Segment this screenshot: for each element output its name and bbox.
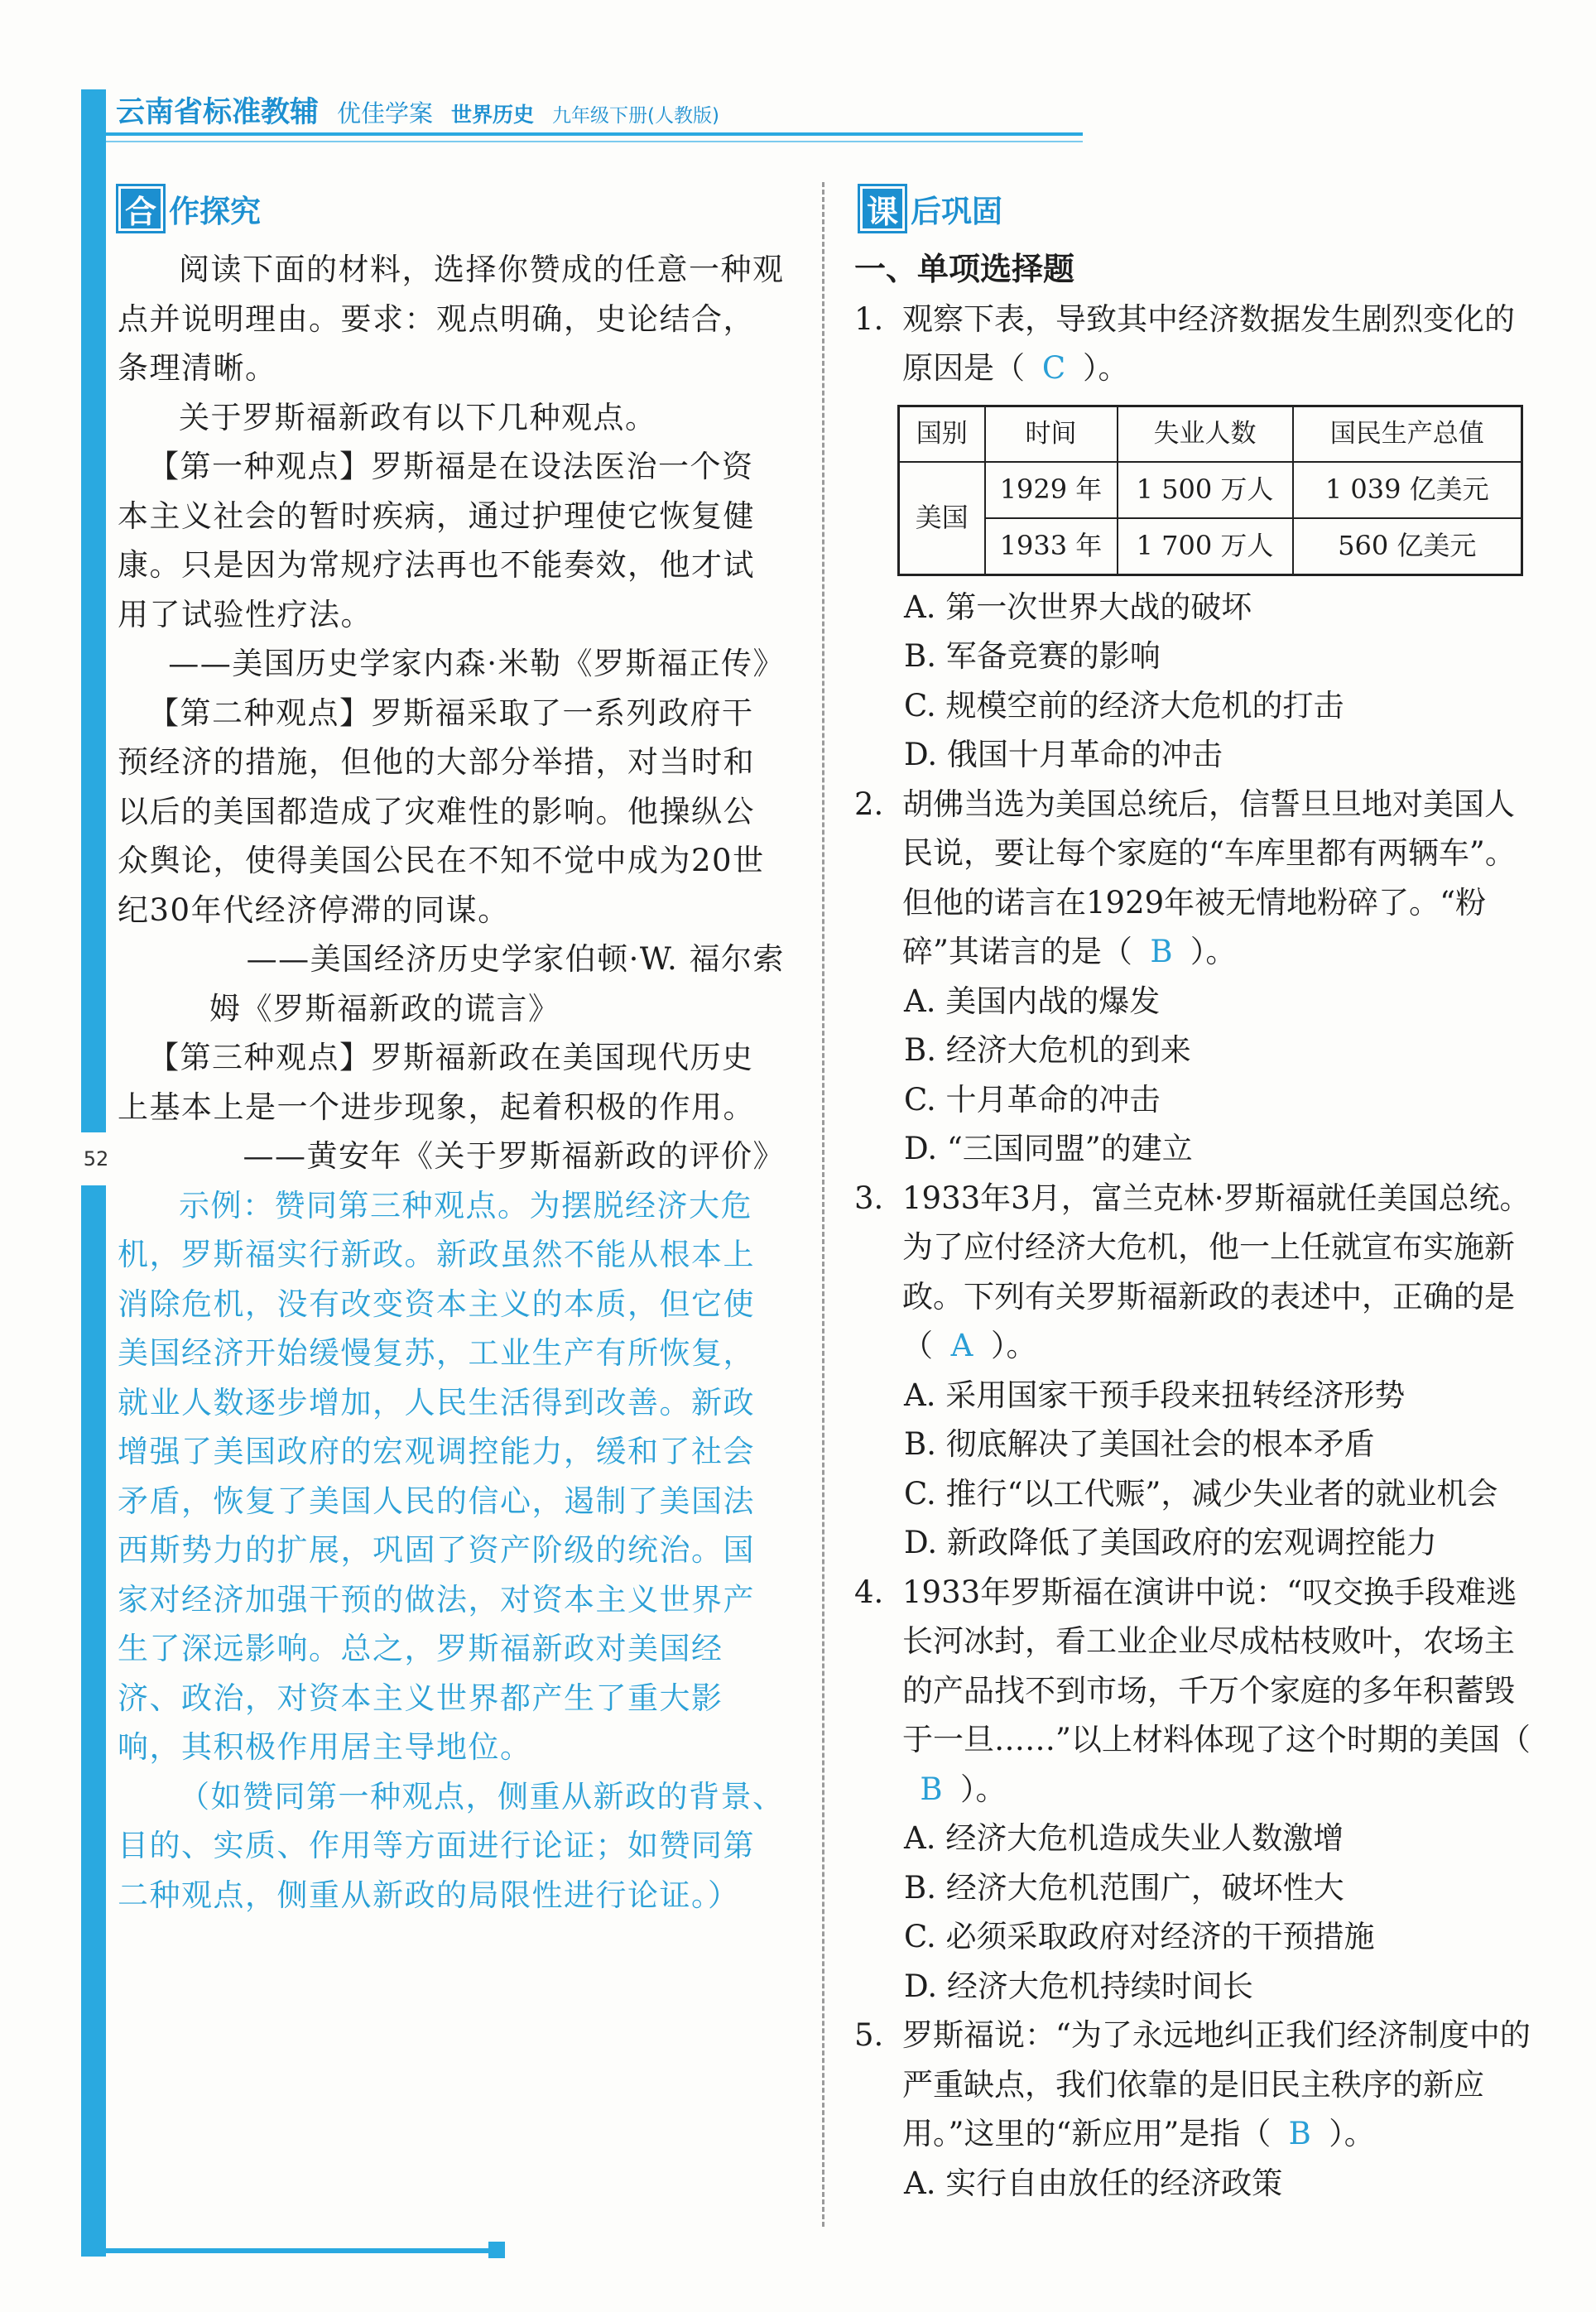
table-header-cell: 失业人数 bbox=[1118, 406, 1293, 462]
question-stem-end: ）。 bbox=[991, 1328, 1037, 1363]
table-cell: 1 700 万人 bbox=[1118, 518, 1293, 574]
answer-letter: A bbox=[950, 1328, 973, 1363]
question-number: 4. bbox=[854, 1574, 884, 1610]
views-lead: 关于罗斯福新政有以下几种观点。 bbox=[179, 399, 657, 435]
option: C. 推行“以工代赈”，减少失业者的就业机会 bbox=[904, 1475, 1498, 1512]
question-5 bbox=[854, 2011, 1533, 2159]
task-instructions: 阅读下面的材料，选择你赞成的任意一种观点并说明理由。要求：观点明确，史论结合，条理清晰。 bbox=[118, 252, 785, 386]
question-stem: 胡佛当选为美国总统后，信誓旦旦地对美国人民说，要让每个家庭的“车库里都有两辆车”。但他的诺言在1929年被无情地粉碎了。“粉碎”其诺言的是（ bbox=[902, 786, 1516, 969]
question-3 bbox=[854, 1174, 1533, 1371]
question-1 bbox=[854, 295, 1533, 393]
unemployment-gnp-table bbox=[897, 405, 1523, 576]
answer-letter: C bbox=[1041, 350, 1066, 386]
view-three-source: ——黄安年《关于罗斯福新政的评价》 bbox=[243, 1138, 785, 1174]
option: D. 新政降低了美国政府的宏观调控能力 bbox=[904, 1525, 1437, 1560]
option: B. 经济大危机范围广，破坏性大 bbox=[904, 1869, 1344, 1906]
header-grade: 九年级下册(人教版) bbox=[552, 105, 719, 127]
section-heading-review bbox=[858, 182, 1002, 235]
left-column bbox=[118, 245, 785, 1920]
header-rule-thin bbox=[106, 141, 1083, 142]
question-number: 3. bbox=[854, 1180, 884, 1216]
table-cell: 1929 年 bbox=[985, 462, 1118, 518]
question-stem-end: ）。 bbox=[960, 1771, 1007, 1807]
table-cell: 1 500 万人 bbox=[1118, 462, 1293, 518]
question-stem-end: ）。 bbox=[1329, 2116, 1375, 2151]
section-heading-char: 合 bbox=[121, 189, 161, 228]
answer-letter: B bbox=[1150, 934, 1173, 969]
table-cell: 560 亿美元 bbox=[1293, 518, 1522, 574]
bottom-corner-square bbox=[488, 2242, 505, 2258]
option: D. “三国同盟”的建立 bbox=[904, 1131, 1193, 1166]
bottom-margin-bar bbox=[81, 2248, 499, 2253]
option: C. 必须采取政府对经济的干预措施 bbox=[904, 1919, 1375, 1954]
option: C. 十月革命的冲击 bbox=[904, 1081, 1161, 1118]
view-one-source: ——美国历史学家内森·米勒《罗斯福正传》 bbox=[168, 646, 785, 681]
question-number: 5. bbox=[854, 2017, 884, 2053]
table-cell: 1 039 亿美元 bbox=[1293, 462, 1522, 518]
question-stem: 观察下表，导致其中经济数据发生剧烈变化的原因是（ bbox=[902, 300, 1515, 386]
answer-note: （如赞同第一种观点，侧重从新政的背景、目的、实质、作用等方面进行论证；如赞同第二种观点，侧重从新政的局限性进行论证。） bbox=[118, 1778, 785, 1913]
question-stem-end: ）。 bbox=[1083, 350, 1129, 386]
header-brand: 云南省标准教辅 bbox=[116, 96, 320, 129]
view-three: 【第三种观点】罗斯福新政在美国现代历史上基本上是一个进步现象，起着积极的作用。 bbox=[118, 1040, 755, 1125]
header-rule bbox=[106, 132, 1083, 136]
option: A. 实行自由放任的经济政策 bbox=[904, 2165, 1283, 2201]
section-heading-text: 作探究 bbox=[169, 194, 261, 229]
question-number: 2. bbox=[854, 786, 884, 822]
question-stem: 1933年3月，富兰克林·罗斯福就任美国总统。为了应付经济大危机，他一上任就宣布实施新政。下列有关罗斯福新政的表述中，正确的是（ bbox=[902, 1180, 1531, 1363]
page-number: 52 bbox=[83, 1147, 109, 1170]
question-number: 1. bbox=[854, 300, 884, 337]
left-margin-bar-upper bbox=[81, 124, 106, 1132]
option: D. 经济大危机持续时间长 bbox=[904, 1968, 1253, 2004]
table-cell-country: 美国 bbox=[899, 462, 985, 574]
table-header-cell: 国民生产总值 bbox=[1293, 406, 1522, 462]
question-4 bbox=[854, 1568, 1533, 1815]
option: C. 规模空前的经济大危机的打击 bbox=[904, 687, 1344, 723]
question-2 bbox=[854, 780, 1533, 977]
running-header bbox=[116, 89, 719, 132]
answer-letter: B bbox=[920, 1771, 943, 1807]
left-margin-bar-lower bbox=[81, 1185, 106, 2257]
view-two: 【第二种观点】罗斯福采取了一系列政府干预经济的措施，但他的大部分举措，对当时和以后的美国都造成了灾难性的影响。他操纵公众舆论，使得美国公民在不知不觉中成为20世纪30年代经济停滞的同谋。 bbox=[118, 695, 765, 928]
section-heading-text: 后巩固 bbox=[911, 194, 1002, 229]
right-column bbox=[854, 245, 1533, 2208]
view-two-source-cont: 姆《罗斯福新政的谎言》 bbox=[209, 990, 560, 1026]
option: A. 美国内战的爆发 bbox=[904, 983, 1161, 1019]
question-stem: 罗斯福说：“为了永远地纠正我们经济制度中的严重缺点，我们依靠的是旧民主秩序的新应用。”这里的“新应用”是指（ bbox=[902, 2017, 1531, 2151]
question-stem-end: ）。 bbox=[1190, 934, 1237, 969]
table-row bbox=[899, 462, 1522, 518]
table-header-cell: 时间 bbox=[985, 406, 1118, 462]
table-header-cell: 国别 bbox=[899, 406, 985, 462]
sample-answer: 示例：赞同第三种观点。为摆脱经济大危机，罗斯福实行新政。新政虽然不能从根本上消除危机，没有改变资本主义的本质，但它使美国经济开始缓慢复苏，工业生产有所恢复，就业人数逐步增加，人民生活得到改善。新政增强了美国政府的宏观调控能力，缓和了社会矛盾，恢复了美国人民的信心，遏制了美国法西斯势力的扩展，巩固了资产阶级的统治。国家对经济加强干预的做法，对资本主义世界产生了深远影响。总之，罗斯福新政对美国经济、政治，对资本主义世界都产生了重大影响，其积极作用居主导地位。 bbox=[118, 1187, 755, 1765]
option: B. 彻底解决了美国社会的根本矛盾 bbox=[904, 1426, 1375, 1462]
table-row bbox=[899, 518, 1522, 574]
section-heading-cooperation bbox=[116, 182, 261, 235]
option: A. 第一次世界大战的破坏 bbox=[904, 589, 1252, 625]
view-one: 【第一种观点】罗斯福是在设法医治一个资本主义社会的暂时疾病，通过护理使它恢复健康。只是因为常规疗法再也不能奏效，他才试用了试验性疗法。 bbox=[118, 449, 755, 632]
part-title: 一、单项选择题 bbox=[854, 251, 1075, 287]
view-two-source: ——美国经济历史学家伯顿·W. 福尔索 bbox=[246, 941, 785, 977]
section-heading-box bbox=[858, 184, 907, 233]
option: B. 军备竞赛的影响 bbox=[904, 638, 1161, 674]
option: D. 俄国十月革命的冲击 bbox=[904, 737, 1223, 772]
question-stem: 1933年罗斯福在演讲中说：“叹交换手段难逃长河冰封，看工业企业尽成枯枝败叶，农场主的产品找不到市场，千万个家庭的多年积蓄毁于一旦……”以上材料体现了这个时期的美国（ bbox=[902, 1574, 1531, 1757]
option: A. 采用国家干预手段来扭转经济形势 bbox=[904, 1377, 1406, 1413]
table-header-row bbox=[899, 406, 1522, 462]
option: B. 经济大危机的到来 bbox=[904, 1032, 1191, 1068]
column-divider bbox=[822, 182, 824, 2227]
option: A. 经济大危机造成失业人数激增 bbox=[904, 1820, 1344, 1856]
section-heading-char: 课 bbox=[863, 189, 902, 228]
section-heading-box bbox=[116, 184, 166, 233]
answer-letter: B bbox=[1288, 2116, 1311, 2151]
table-cell: 1933 年 bbox=[985, 518, 1118, 574]
header-subject: 世界历史 bbox=[451, 103, 535, 127]
header-series: 优佳学案 bbox=[337, 99, 434, 127]
